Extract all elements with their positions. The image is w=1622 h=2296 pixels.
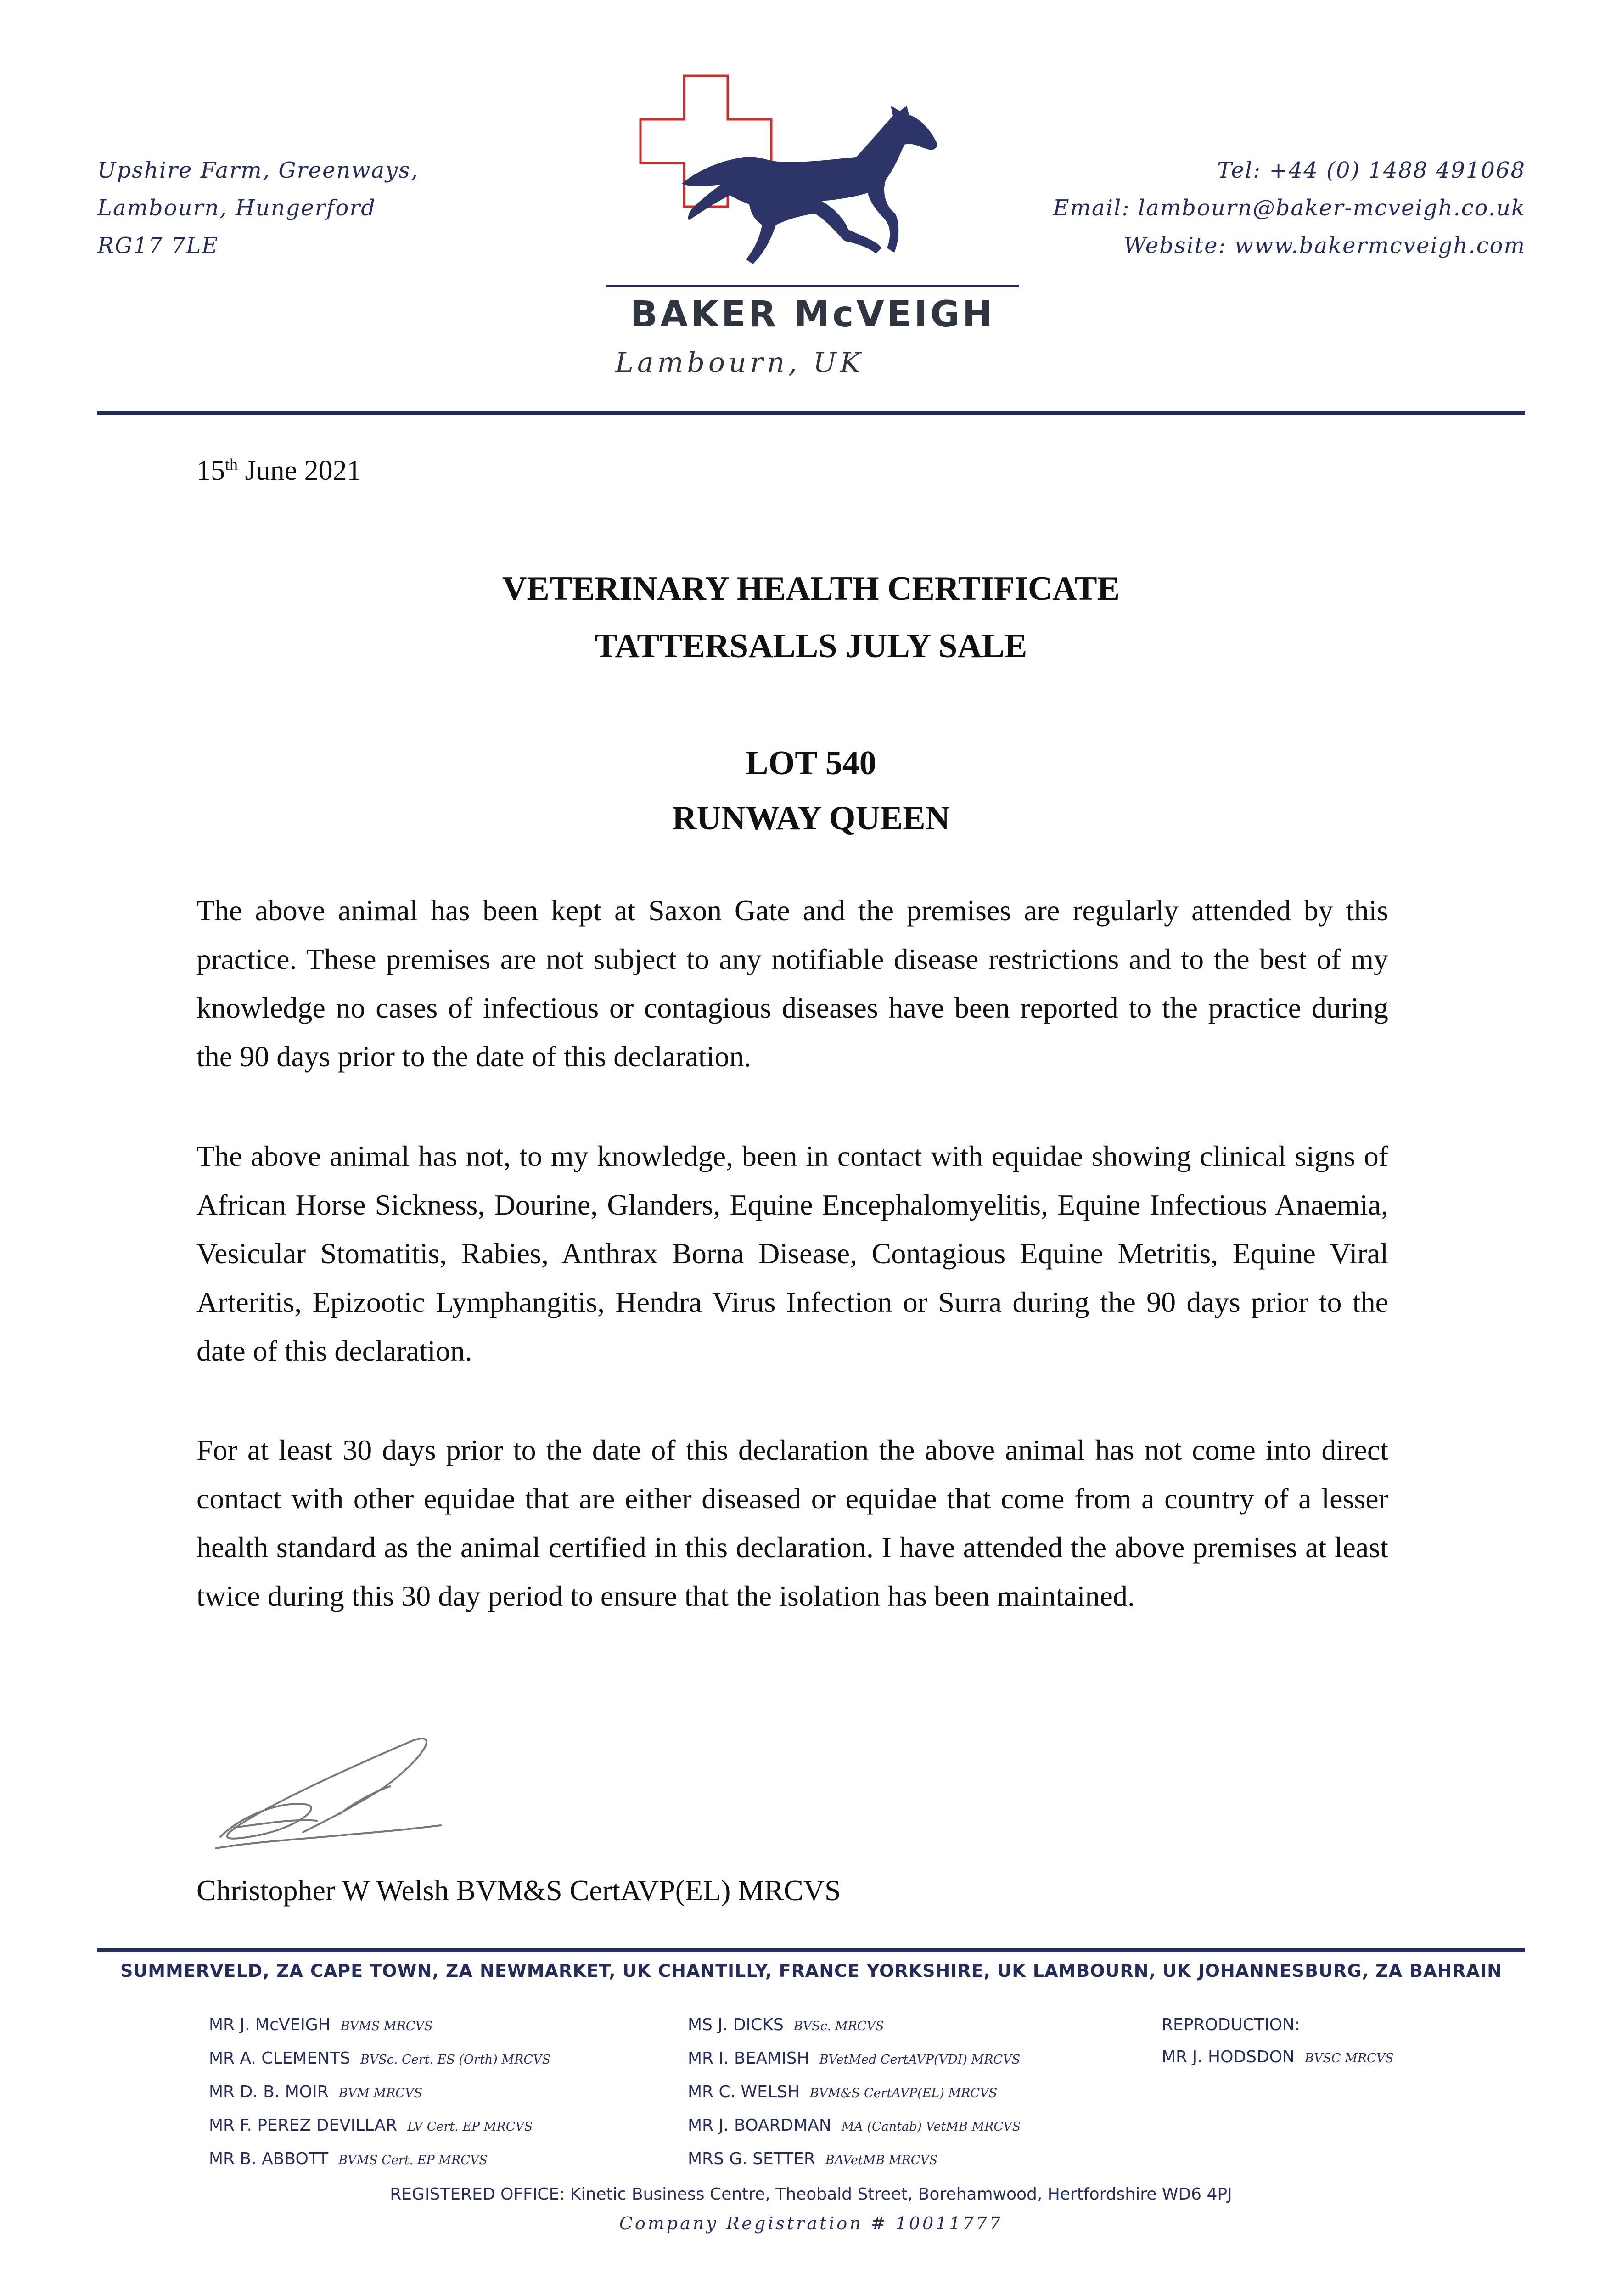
staff-name: MR J. McVEIGH: [209, 2015, 331, 2034]
header-rule: [97, 411, 1525, 415]
location-item: BAHRAIN: [1409, 1961, 1502, 1981]
letter-date: [196, 455, 361, 487]
registered-office: REGISTERED OFFICE: Kinetic Business Centre, Theobald Street, Borehamwood, Hertfordshire WD6 4PJ: [390, 2185, 1232, 2204]
reproduction-label: REPRODUCTION:: [1162, 2015, 1301, 2034]
staff-name: MR F. PEREZ DEVILLAR: [209, 2116, 397, 2135]
date-rest: June 2021: [238, 455, 361, 486]
footer-rule: [97, 1948, 1525, 1952]
staff-qualification: BVM&S CertAVP(EL) MRCVS: [809, 2086, 998, 2100]
practice-address: [97, 152, 419, 264]
address-line-1: Upshire Farm, Greenways,: [97, 158, 419, 183]
location-item: YORKSHIRE, UK: [866, 1961, 1026, 1981]
sale-title: TATTERSALLS JULY SALE: [595, 627, 1027, 665]
paragraph-diseases: The above animal has not, to my knowledge, been in contact with equidae showing clinical signs of African Horse Sickness, Dourine, Glanders, Equine Encephalomyelitis, Equine Infectious Anaemia, Vesicular Stomatitis, Rabies, Anthrax Borna Disease, Contagious Equine Metritis, Equine Viral Arteritis, Epizootic Lymphangitis, Hendra Virus Infection or Surra during the 90 days prior to the date of this declaration.: [196, 1140, 1388, 1367]
logo-rule: [606, 285, 1019, 287]
staff-qualification: BVSc. Cert. ES (Orth) MRCVS: [360, 2053, 550, 2067]
practice-contact: [1053, 152, 1526, 264]
staff-entry: [209, 2009, 550, 2043]
staff-qualification: MA (Cantab) VetMB MRCVS: [841, 2120, 1021, 2134]
brand-name: BAKER McVEIGH: [630, 294, 995, 335]
staff-entry: [209, 2110, 550, 2143]
staff-qualification: BVetMed CertAVP(VDI) MRCVS: [819, 2053, 1021, 2067]
staff-column-1: [209, 2009, 550, 2177]
location-item: JOHANNESBURG, ZA: [1198, 1961, 1403, 1981]
staff-qualification: BAVetMB MRCVS: [825, 2153, 938, 2167]
staff-qualification: BVMS Cert. EP MRCVS: [338, 2153, 488, 2167]
date-suffix: th: [225, 455, 238, 474]
staff-column-2: [688, 2009, 1021, 2177]
staff-entry: [209, 2076, 550, 2110]
staff-entry: [209, 2043, 550, 2076]
staff-entry: [1162, 2041, 1394, 2075]
staff-qualification: BVM MRCVS: [338, 2086, 422, 2100]
staff-entry: [688, 2076, 1021, 2110]
staff-entry: [688, 2043, 1021, 2076]
staff-name: MR B. ABBOTT: [209, 2150, 329, 2168]
staff-name: MR D. B. MOIR: [209, 2082, 329, 2101]
staff-qualification: LV Cert. EP MRCVS: [407, 2120, 533, 2134]
location-item: SUMMERVELD, ZA: [120, 1961, 303, 1981]
office-locations: [120, 1961, 1502, 1981]
paragraph-isolation: For at least 30 days prior to the date of this declaration the above animal has not come into direct contact with other equidae that are either diseased or equidae that come from a country of a lesser health standard as the animal certified in this declaration. I have attended the above premises at least twice during this 30 day period to ensure that the isolation has been maintained.: [196, 1434, 1388, 1612]
company-registration: Company Registration # 10011777: [619, 2213, 1003, 2234]
staff-entry: [688, 2009, 1021, 2043]
contact-email: Email: lambourn@baker-mcveigh.co.uk: [1053, 195, 1526, 221]
certificate-title: VETERINARY HEALTH CERTIFICATE: [502, 570, 1120, 608]
staff-name: MR C. WELSH: [688, 2082, 800, 2101]
horse-name: RUNWAY QUEEN: [672, 799, 950, 837]
date-day: 15: [196, 455, 225, 486]
location-item: NEWMARKET, UK: [480, 1961, 651, 1981]
location-item: CHANTILLY, FRANCE: [658, 1961, 860, 1981]
staff-entry: [688, 2143, 1021, 2177]
signatory-name: Christopher W Welsh BVM&S CertAVP(EL) MRCVS: [196, 1874, 841, 1907]
staff-qualification: BVSC MRCVS: [1305, 2051, 1394, 2065]
staff-name: MS J. DICKS: [688, 2015, 784, 2034]
contact-website: Website: www.bakermcveigh.com: [1123, 233, 1526, 259]
signature-image: [202, 1731, 468, 1860]
staff-qualification: BVMS MRCVS: [340, 2019, 433, 2033]
staff-name: MR A. CLEMENTS: [209, 2049, 350, 2068]
paragraph-premises: The above animal has been kept at Saxon Gate and the premises are regularly attended by this practice. These premises are not subject to any notifiable disease restrictions and to the best of my knowledge no cases of infectious or contagious diseases have been reported to the practice during the 90 days prior to the date of this declaration.: [196, 894, 1388, 1073]
staff-entry: [209, 2143, 550, 2177]
contact-phone: Tel: +44 (0) 1488 491068: [1217, 158, 1526, 183]
staff-column-reproduction: [1162, 2009, 1394, 2075]
staff-entry: [688, 2110, 1021, 2143]
lot-number: LOT 540: [746, 744, 876, 782]
baker-mcveigh-logo: [606, 55, 1019, 386]
staff-name: MRS G. SETTER: [688, 2150, 815, 2168]
address-line-3: RG17 7LE: [97, 233, 219, 259]
horse-icon: [682, 106, 937, 264]
location-item: LAMBOURN, UK: [1033, 1961, 1191, 1981]
address-line-2: Lambourn, Hungerford: [97, 195, 376, 221]
staff-name: MR I. BEAMISH: [688, 2049, 809, 2068]
location-item: CAPE TOWN, ZA: [310, 1961, 473, 1981]
brand-location: Lambourn, UK: [615, 347, 864, 379]
staff-name: MR J. BOARDMAN: [688, 2116, 831, 2135]
staff-qualification: BVSc. MRCVS: [793, 2019, 884, 2033]
staff-name: MR J. HODSDON: [1162, 2048, 1295, 2066]
